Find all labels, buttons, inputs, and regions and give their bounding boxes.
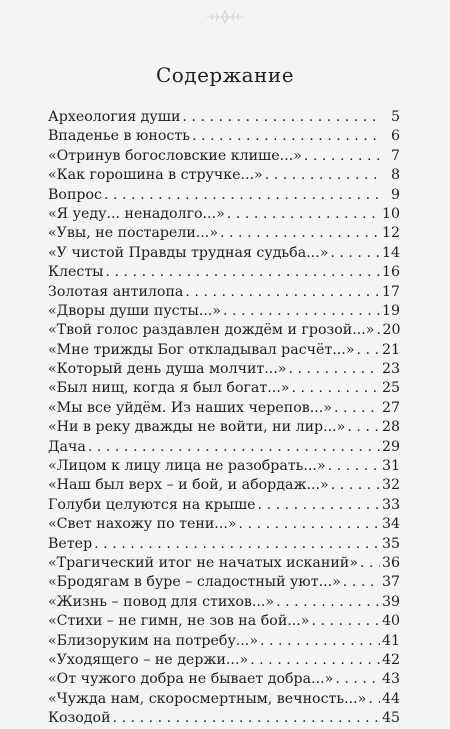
toc-leader-dots — [105, 263, 379, 282]
toc-entry — [48, 147, 400, 166]
toc-entry — [48, 457, 400, 476]
toc-entry-page-number: 44 — [381, 690, 400, 707]
toc-entry-title: Ветер — [48, 535, 93, 552]
toc-entry-page-number: 31 — [381, 458, 400, 475]
toc-entry-page-number: 17 — [381, 283, 400, 300]
toc-entry-page-number: 25 — [381, 380, 400, 397]
toc-entry-page-number: 41 — [381, 632, 400, 649]
toc-entry-page-number: 10 — [381, 205, 400, 222]
toc-entry — [48, 244, 400, 263]
toc-leader-dots — [334, 399, 380, 418]
toc-entry — [48, 554, 400, 573]
toc-entry-page-number: 37 — [381, 574, 400, 591]
toc-entry-title: «Дворы души пусты...» — [48, 302, 221, 319]
toc-entry-title: «Я уеду... ненадолго...» — [48, 205, 225, 222]
toc-entry-title: «Лицом к лицу лица не разобрать...» — [48, 458, 326, 475]
toc-entry-title: «От чужого добра не бывает добра...» — [48, 671, 334, 688]
toc-leader-dots — [250, 651, 380, 670]
toc-entry-page-number: 28 — [381, 419, 400, 436]
toc-entry-title: «Чужда нам, скоросмертным, вечность...» — [48, 690, 367, 707]
toc-entry-title: «Бродягам в буре – сладостный уют...» — [48, 574, 341, 591]
toc-leader-dots — [227, 205, 380, 224]
toc-entry-title: «Наш был верх – и бой, и абордаж...» — [48, 477, 329, 494]
toc-entry — [48, 283, 400, 302]
toc-entry-page-number: 20 — [382, 322, 400, 339]
toc-leader-dots — [347, 418, 380, 437]
toc-leader-dots — [192, 127, 380, 146]
toc-leader-dots — [94, 535, 380, 554]
page-title: Содержание — [155, 63, 295, 87]
toc-entry-title: Голуби целуются на крыше — [48, 496, 256, 513]
header-ornament-icon — [205, 8, 245, 26]
toc-entry — [48, 709, 400, 728]
toc-entry-page-number: 5 — [390, 109, 400, 125]
toc-leader-dots — [276, 593, 380, 612]
toc-leader-dots — [357, 341, 380, 360]
toc-entry-page-number: 39 — [381, 593, 400, 610]
toc-entry-title: «Мы все уйдём. Из наших черепов...» — [48, 399, 332, 416]
toc-entry-title: Козодой — [48, 710, 111, 727]
toc-entry — [48, 515, 400, 534]
toc-entry-page-number: 45 — [381, 710, 400, 727]
toc-entry-page-number: 29 — [381, 438, 400, 455]
toc-entry — [48, 438, 400, 457]
toc-entry-page-number: 14 — [381, 244, 400, 261]
toc-entry-title: Впаденье в юность — [48, 128, 190, 145]
toc-entry-title: «Твой голос раздавлен дождём и грозой...» — [48, 322, 375, 339]
toc-leader-dots — [291, 379, 380, 398]
toc-entry-title: «Увы, не постарели...» — [48, 225, 219, 242]
toc-entry — [48, 108, 400, 127]
toc-leader-dots — [220, 224, 380, 243]
toc-entry — [48, 496, 400, 515]
toc-entry-title: Клесты — [48, 264, 104, 281]
toc-entry-page-number: 32 — [381, 477, 400, 494]
toc-leader-dots — [330, 244, 380, 263]
toc-entry — [48, 535, 400, 554]
toc-entry — [48, 127, 400, 146]
toc-entry-title: Золотая антилопа — [48, 283, 184, 300]
toc-entry — [48, 573, 400, 592]
toc-entry-title: «Мне трижды Бог откладывал расчёт...» — [48, 341, 355, 358]
toc-entry-title: «Был нищ, когда я был богат...» — [48, 380, 290, 397]
toc-leader-dots — [331, 476, 380, 495]
toc-entry-title: «Трагический итог не начатых исканий» — [48, 554, 358, 571]
toc-entry-title: «Близоруким на потребу...» — [48, 632, 258, 649]
toc-entry — [48, 632, 400, 651]
toc-entry-page-number: 8 — [390, 167, 400, 184]
toc-entry-title: «Жизнь – повод для стихов...» — [48, 593, 275, 610]
toc-entry-title: Дача — [48, 438, 86, 455]
toc-entry-title: «Отринув богословские клише...» — [48, 147, 302, 164]
toc-entry-title: «Ни в реку дважды не войти, ни лир...» — [48, 419, 346, 436]
toc-entry-page-number: 36 — [381, 554, 400, 571]
toc-entry-page-number: 9 — [390, 186, 400, 203]
toc-entry — [48, 593, 400, 612]
toc-entry-page-number: 23 — [381, 361, 400, 378]
toc-leader-dots — [328, 457, 380, 476]
toc-entry — [48, 670, 400, 689]
toc-leader-dots — [360, 554, 380, 573]
toc-leader-dots — [223, 302, 380, 321]
toc-entry-title: «Свет нахожу по тени...» — [48, 516, 237, 533]
table-of-contents — [48, 108, 400, 729]
toc-entry-page-number: 12 — [381, 225, 400, 242]
toc-leader-dots — [312, 612, 380, 631]
toc-entry-page-number: 19 — [381, 302, 400, 319]
toc-leader-dots — [182, 108, 380, 127]
toc-entry — [48, 476, 400, 495]
toc-entry-title: Археология души — [48, 109, 181, 125]
toc-entry-title: «У чистой Правды трудная судьба...» — [48, 244, 329, 261]
toc-entry — [48, 651, 400, 670]
toc-entry-page-number: 6 — [390, 128, 400, 145]
toc-entry-page-number: 35 — [381, 535, 400, 552]
toc-entry — [48, 302, 400, 321]
toc-entry-title: «Как горошина в стручке...» — [48, 167, 263, 184]
toc-entry-page-number: 27 — [381, 399, 400, 416]
toc-entry — [48, 690, 400, 709]
toc-entry-page-number: 42 — [381, 651, 400, 668]
toc-entry-page-number: 7 — [390, 147, 400, 164]
toc-leader-dots — [343, 573, 380, 592]
toc-entry-title: «Уходящего – не держи...» — [48, 651, 249, 668]
toc-entry — [48, 379, 400, 398]
toc-leader-dots — [335, 670, 380, 689]
toc-entry-page-number: 43 — [381, 671, 400, 688]
toc-entry — [48, 360, 400, 379]
toc-leader-dots — [104, 186, 380, 205]
toc-leader-dots — [239, 515, 380, 534]
toc-entry-page-number: 40 — [381, 613, 400, 630]
toc-leader-dots — [288, 360, 379, 379]
toc-entry — [48, 205, 400, 224]
toc-entry-page-number: 34 — [381, 516, 400, 533]
toc-entry-page-number: 33 — [381, 496, 400, 513]
toc-leader-dots — [185, 283, 380, 302]
toc-entry — [48, 612, 400, 631]
toc-leader-dots — [265, 166, 380, 185]
toc-leader-dots — [260, 632, 380, 651]
toc-leader-dots — [258, 496, 380, 515]
toc-entry — [48, 186, 400, 205]
toc-leader-dots — [368, 690, 380, 709]
toc-entry — [48, 263, 400, 282]
toc-entry — [48, 321, 400, 340]
toc-entry-title: «Стихи – не гимн, не зов на бой...» — [48, 613, 310, 630]
toc-entry — [48, 341, 400, 360]
toc-entry — [48, 224, 400, 243]
toc-leader-dots — [113, 709, 380, 728]
toc-entry-page-number: 21 — [381, 341, 400, 358]
toc-entry — [48, 399, 400, 418]
toc-entry — [48, 418, 400, 437]
toc-entry — [48, 166, 400, 185]
toc-entry-page-number: 16 — [381, 264, 400, 281]
toc-entry-title: Вопрос — [48, 186, 102, 203]
toc-leader-dots — [304, 147, 380, 166]
toc-leader-dots — [88, 438, 380, 457]
toc-entry-title: «Который день душа молчит...» — [48, 361, 287, 378]
